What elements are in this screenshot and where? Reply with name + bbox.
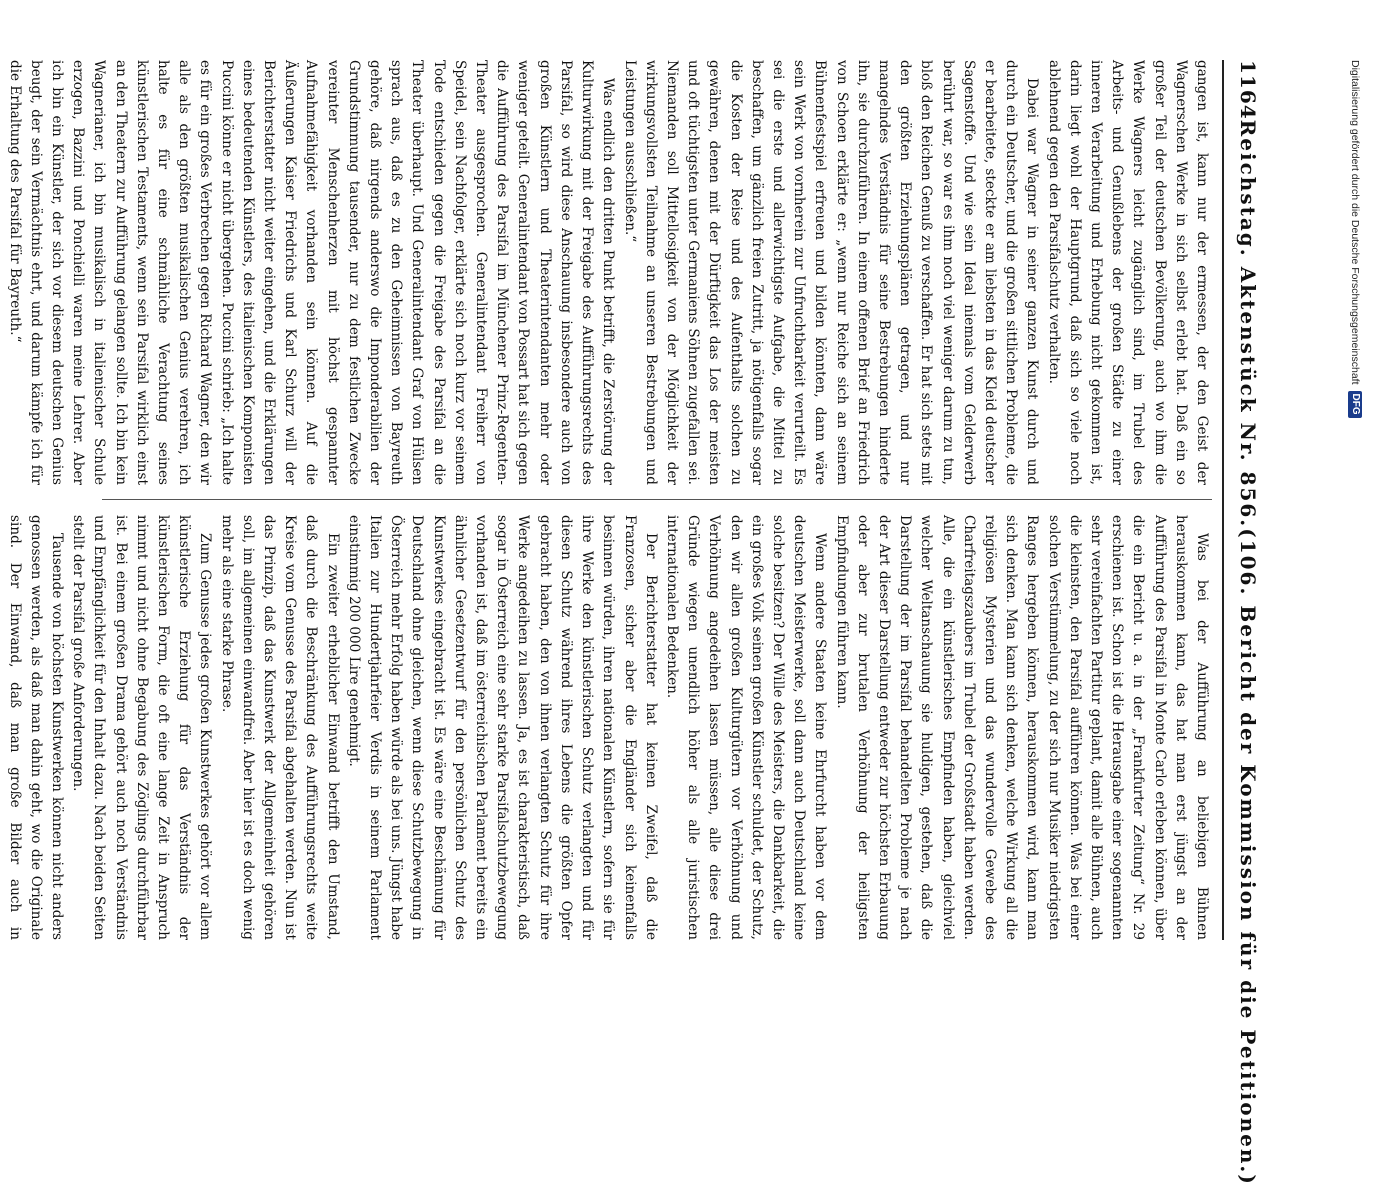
rotated-document-page bbox=[6, 0, 1330, 1186]
credit-text: Digitalisierung gefördert durch die Deutsche Forschungsgemeinschaft bbox=[1349, 60, 1361, 385]
page-header bbox=[1226, 60, 1260, 1186]
header-left-title: Reichstag. Aktenstück Nr. 856. bbox=[1236, 119, 1260, 529]
paragraph: Dabei war Wagner in seiner ganzen Kunst durch und durch ein Deutscher, und die großen sittlichen Probleme, die er bearbeitete, steckte er am liebsten in das Kleid deutscher Sagenstoffe. Und wie sein Ideal niemals vom Gelderwerb berührt war, so war es ihm noch viel weniger darum zu tun, bloß den Reichen Genuß zu verschaffen. Er hat sich stets mit den größten Erziehungsplänen getragen, und nur mangelndes Verständnis für seine Bestrebungen hinderte ihn, sie durchzuführen. In einem offenen Brief an Friedrich von Schoen erklärte er: „wenn nur Reiche sich an seinem Bühnenfestspiel erfreuen und bilden könnten, dann wäre sein Werk von vornherein zur Unfruchtbarkeit verurteilt. Es sei die erste und allerwichtigste Aufgabe, die Mittel zu beschaffen, um gänzlich freien Zutritt, ja nötigenfalls sogar die Kosten der Reise und des Aufenthalts solchen zu gewähren, denen mit der Dürftigkeit das Los der meisten und oft tüchtigsten unter Germaniens Söhnen zugefallen sei. Niemanden soll Mittellosigkeit von der Möglichkeit der wirkungsvollsten Teilnahme an unseren Bestrebungen und Leistungen ausschließen.“ bbox=[621, 60, 1041, 485]
paragraph: Was bei der Aufführung an beliebigen Bühnen herauskommen kann, das hat man erst jüngst an der Aufführung des Parsifal in Monte Carlo erleben können, über die ein Bericht u. a. in der „Frankfurter Zeitung“ Nr. 29 erschienen ist. Schon ist die Herausgabe einer sogenannten sehr vereinfachten Partitur geplant, damit alle Bühnen, auch die kleinsten, den Parsifal aufführen können. Was bei einer solchen Verstümmelung, zu der sich nur Musiker niedrigsten Ranges hergeben können, herauskommen wird, kann man sich denken. Man kann sich denken, welche Wirkung all die religiösen Mysterien und das wundervolle Gewebe des Charfreitagszaubers im Trubel der Großstadt haben werden. Alle, die ein künstlerisches Empfinden haben, gleichviel welcher Weltanschauung sie huldigen, gestehen, daß die Darstellung der im Parsifal behandelten Probleme je nach der Art dieser Darstellung entweder zur höchsten Erbauung oder aber zur brutalen Verhöhnung der heiligsten Empfindungen führen kann. bbox=[833, 515, 1210, 940]
dfg-logo: DFG bbox=[1348, 391, 1362, 418]
paragraph: Tausende von höchsten Kunstwerken können nicht anders genossen werden, als daß man dahin geht, wo die Originale sind. Der Einwand, daß man große Bilder auch in bbox=[6, 515, 66, 940]
paragraph: Der Berichterstatter hat keinen Zweifel, daß die Franzosen, sicher aber die Engländer sich keinenfalls besinnen würden, ihren nationalen Künstlern, sofern sie für ihre Werke den künstlerischen Schutz verlangten und für diesen Schutz während ihres Lebens die größten Opfer gebracht haben, den von ihnen verlangten Schutz für ihre Werke angedeihen zu lassen. Ja, es ist charakteristisch, daß sogar in Österreich eine sehr starke Parsifalschutzbewegung vorhanden ist, daß im österreichischen Parlament bereits ein ähnlicher Gesetzentwurf für den persönlichen Schutz des Kunstwerkes eingebracht ist. Es wäre eine Beschämung für Deutschland ohne gleichen, wenn diese Schutzbewegung in Österreich mehr Erfolg haben würde als bei uns. Jüngst habe Italien zur Hundertjahrfeier Verdis in seinem Parlament einstimmig 200 000 Lire genehmigt. bbox=[345, 515, 659, 940]
page-content bbox=[6, 60, 1260, 1186]
paragraph: Wenn andere Staaten keine Ehrfurcht haben vor dem deutschen Meisterwerke, soll dann auch Deutschland keine solche besitzen? Der Wille des Meisters, die Dankbarkeit, die ein großes Volk seinen großen Künstler schuldet, der Schutz, den wir allen großen Kulturgütern vor Verhöhnung und Verhöhnung angedeihen lassen müssen, alle diese drei Gründe wiegen unendlich höher als alle juristischen internationalen Bedenken. bbox=[663, 515, 829, 940]
header-rule bbox=[1222, 60, 1224, 940]
paragraph: Was endlich den dritten Punkt betrifft, die Zerstörung der Kulturwirkung mit der Freigabe des Aufführungsrechts des Parsifal, so wird diese Anschauung insbesondere auch von großen Künstlern und Theaterintendanten mehr oder weniger geteilt. Generalintendant von Possart hat sich gegen die Aufführung des Parsifal im Münchener Prinz-Regenten-Theater ausgesprochen. Generalintendant Freiherr von Speidel, sein Nachfolger, erklärte sich noch kurz vor seinem Tode entschieden gegen die Freigabe des Parsifal an die Theater überhaupt. Und Generalintendant Graf von Hülsen sprach aus, daß es zu den Geheimnissen von Bayreuth gehöre, daß nirgends anderswo die Imponderabilien der Grundstimmung tausender, nur zu dem festlichen Zwecke vereinter Menschenherzen mit höchst gespannter Aufnahmefähigkeit vorhanden sein können. Auf die Äußerungen Kaiser Friedrichs und Karl Schurz will der Berichterstatter nicht weiter eingehen, und die Erklärungen eines bedeutenden Künstlers, des italienischen Komponisten Puccini könne er nicht übergehen. Puccini schrieb: „Ich halte es für ein großes Verbrechen gegen Richard Wagner, den wir alle als den größten musikalischen Genius verehren, ich halte es für eine schmähliche Verachtung seines künstlerischen Testaments, wenn sein Parsifal wirklich einst an den Theatern zur Aufführung gelangen sollte. Ich bin kein Wagnerianer, ich bin musikalisch in italienischer Schule erzogen, Bazzini und Ponchielli waren meine Lehrer. Aber ich bin ein Künstler, der sich vor diesem deutschen Genius beugt, der sein Vermächtnis ehrt, und darum kämpfe ich für die Erhaltung des Parsifal für Bayreuth.“ bbox=[6, 60, 617, 485]
left-text-column bbox=[6, 60, 1212, 485]
paragraph: gangen ist, kann nur der ermessen, der den Geist der Wagnerschen Werke in sich selbst erlebt hat. Daß ein so großer Teil der deutschen Bevölkerung, auch wo ihm die Werke Wagners leicht zugänglich sind, im Trubel des Arbeits- und Genußlebens der großen Städte zu einer inneren Verarbeitung und Erhebung nicht gekommen ist, darin liegt wohl der Hauptgrund, daß sich so viele noch ablehnend gegen den Parsifalschutz verhalten. bbox=[1045, 60, 1210, 485]
digitization-credit bbox=[1347, 60, 1379, 960]
paragraph bbox=[0, 60, 3, 485]
header-right-title: (106. Bericht der Kommission für die Petitionen.) bbox=[1236, 528, 1260, 1186]
credit-line bbox=[1339, 60, 1371, 960]
column-divider bbox=[102, 499, 1212, 500]
page-number: 1164 bbox=[1236, 60, 1260, 120]
right-text-column bbox=[6, 515, 1212, 940]
paragraph: Zum Genusse jedes großen Kunstwerkes gehört vor allem künstlerische Erziehung für das Verständnis der künstlerischen Form, die oft eine lange Zeit in Anspruch nimmt und nicht ohne Begabung des Zöglings durchführbar ist. Bei einem großen Drama gehört auch noch Verständnis und Empfänglichkeit für den Inhalt dazu. Nach beiden Seiten stellt der Parsifal große Anforderungen. bbox=[70, 515, 214, 940]
paragraph: Ein zweiter erheblicher Einwand betrifft den Umstand, daß durch die Beschränkung des Aufführungsrechts weite Kreise vom Genusse des Parsifal abgehalten werden. Nun ist das Prinzip, daß das Kunstwerk der Allgemeinheit gehören soll, im allgemeinen einwandfrei. Aber hier ist es doch wenig mehr als eine starke Phrase. bbox=[218, 515, 341, 940]
